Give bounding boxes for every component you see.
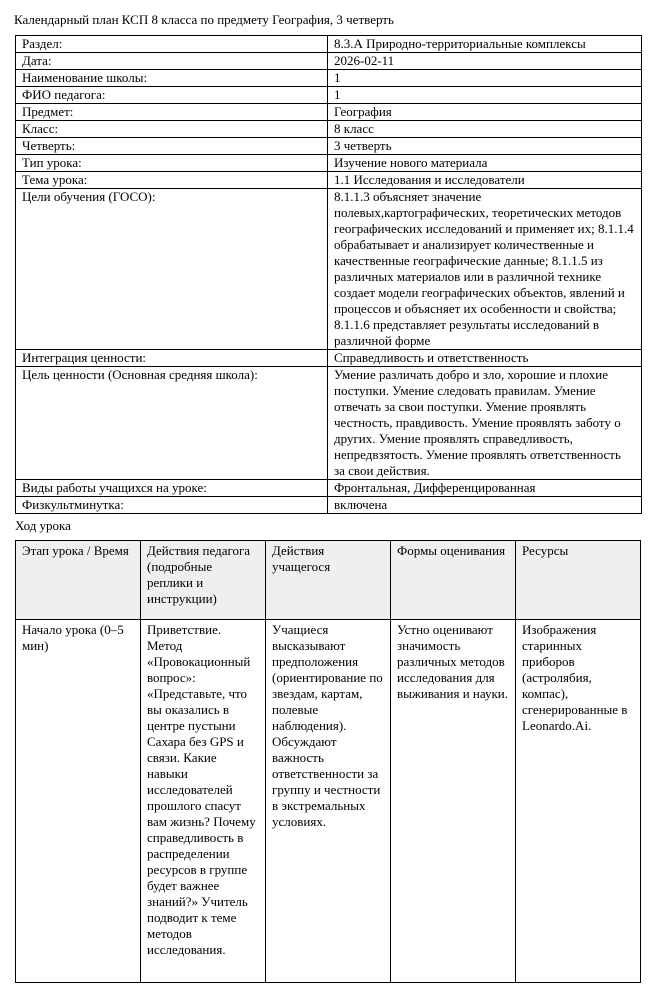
info-value: Умение различать добро и зло, хорошие и плохие поступки. Умение следовать правилам. Умение отвечать за свои поступки. Умение проявлять честность, правдивость. Умение проявлять заботу о других. Умение проявлять справедливость, непредвзятость. Умение проявлять ответственность за свои действия. bbox=[328, 367, 642, 480]
info-row bbox=[16, 138, 642, 155]
header-teacher-actions: Действия педагога (подробные реплики и инструкции) bbox=[141, 541, 266, 620]
info-value: Фронтальная, Дифференцированная bbox=[328, 480, 642, 497]
lesson-section-title: Ход урока bbox=[15, 518, 71, 533]
header-stage: Этап урока / Время bbox=[16, 541, 141, 620]
table-row bbox=[16, 620, 641, 983]
info-label: Раздел: bbox=[16, 36, 328, 53]
info-value: 1 bbox=[328, 87, 642, 104]
info-row bbox=[16, 87, 642, 104]
info-value: 8 класс bbox=[328, 121, 642, 138]
info-label: Класс: bbox=[16, 121, 328, 138]
info-row bbox=[16, 53, 642, 70]
info-label: ФИО педагога: bbox=[16, 87, 328, 104]
info-row bbox=[16, 497, 642, 514]
info-value: 1.1 Исследования и исследователи bbox=[328, 172, 642, 189]
lesson-flow-table bbox=[15, 540, 641, 983]
cell-assessment: Устно оценивают значимость различных методов исследования для выживания и науки. bbox=[391, 620, 516, 983]
cell-teacher-actions: Приветствие. Метод «Провокационный вопрос»: «Представьте, что вы оказались в центре пустыни Сахара без GPS и связи. Какие навыки исследователей прошлого спасут вам жизнь? Почему справедливость в распределении ресурсов в группе будет важнее знаний?» Учитель подводит к теме методов исследования. bbox=[141, 620, 266, 983]
info-value: 8.1.1.3 объясняет значение полевых,картографических, теоретических методов географических исследований и применяет их; 8.1.1.4 обрабатывает и анализирует количественные и качественные географические данные; 8.1.1.5 из различных материалов или в различной технике создает модели географических объектов, явлений и процессов и объясняет их особенности и свойства; 8.1.1.6 представляет результаты исследований в различной форме bbox=[328, 189, 642, 350]
header-student-actions: Действия учащегося bbox=[266, 541, 391, 620]
info-row bbox=[16, 70, 642, 87]
info-label: Виды работы учащихся на уроке: bbox=[16, 480, 328, 497]
info-value: 8.3.А Природно-территориальные комплексы bbox=[328, 36, 642, 53]
header-resources: Ресурсы bbox=[516, 541, 641, 620]
info-value: включена bbox=[328, 497, 642, 514]
header-assessment: Формы оценивания bbox=[391, 541, 516, 620]
info-value: 1 bbox=[328, 70, 642, 87]
cell-student-actions: Учащиеся высказывают предположения (ориентирование по звездам, картам, полевые наблюдения). Обсуждают важность ответственности за группу и честности в экстремальных условиях. bbox=[266, 620, 391, 983]
info-label: Предмет: bbox=[16, 104, 328, 121]
info-row bbox=[16, 121, 642, 138]
info-value: 3 четверть bbox=[328, 138, 642, 155]
cell-stage: Начало урока (0–5 мин) bbox=[16, 620, 141, 983]
table-header-row bbox=[16, 541, 641, 620]
info-row bbox=[16, 104, 642, 121]
info-row bbox=[16, 172, 642, 189]
document-title: Календарный план КСП 8 класса по предмету География, 3 четверть bbox=[14, 12, 394, 27]
info-value: Изучение нового материала bbox=[328, 155, 642, 172]
info-row bbox=[16, 189, 642, 350]
info-row bbox=[16, 155, 642, 172]
info-row bbox=[16, 367, 642, 480]
info-row bbox=[16, 350, 642, 367]
info-row bbox=[16, 36, 642, 53]
info-value: География bbox=[328, 104, 642, 121]
cell-resources: Изображения старинных приборов (астролябия, компас), сгенерированные в Leonardo.Ai. bbox=[516, 620, 641, 983]
info-label: Дата: bbox=[16, 53, 328, 70]
info-label: Наименование школы: bbox=[16, 70, 328, 87]
info-label: Тип урока: bbox=[16, 155, 328, 172]
lesson-info-table bbox=[15, 35, 642, 514]
info-label: Интеграция ценности: bbox=[16, 350, 328, 367]
info-label: Четверть: bbox=[16, 138, 328, 155]
info-label: Цели обучения (ГОСО): bbox=[16, 189, 328, 350]
info-value: 2026-02-11 bbox=[328, 53, 642, 70]
info-label: Тема урока: bbox=[16, 172, 328, 189]
info-label: Цель ценности (Основная средняя школа): bbox=[16, 367, 328, 480]
info-value: Справедливость и ответственность bbox=[328, 350, 642, 367]
info-row bbox=[16, 480, 642, 497]
info-label: Физкультминутка: bbox=[16, 497, 328, 514]
